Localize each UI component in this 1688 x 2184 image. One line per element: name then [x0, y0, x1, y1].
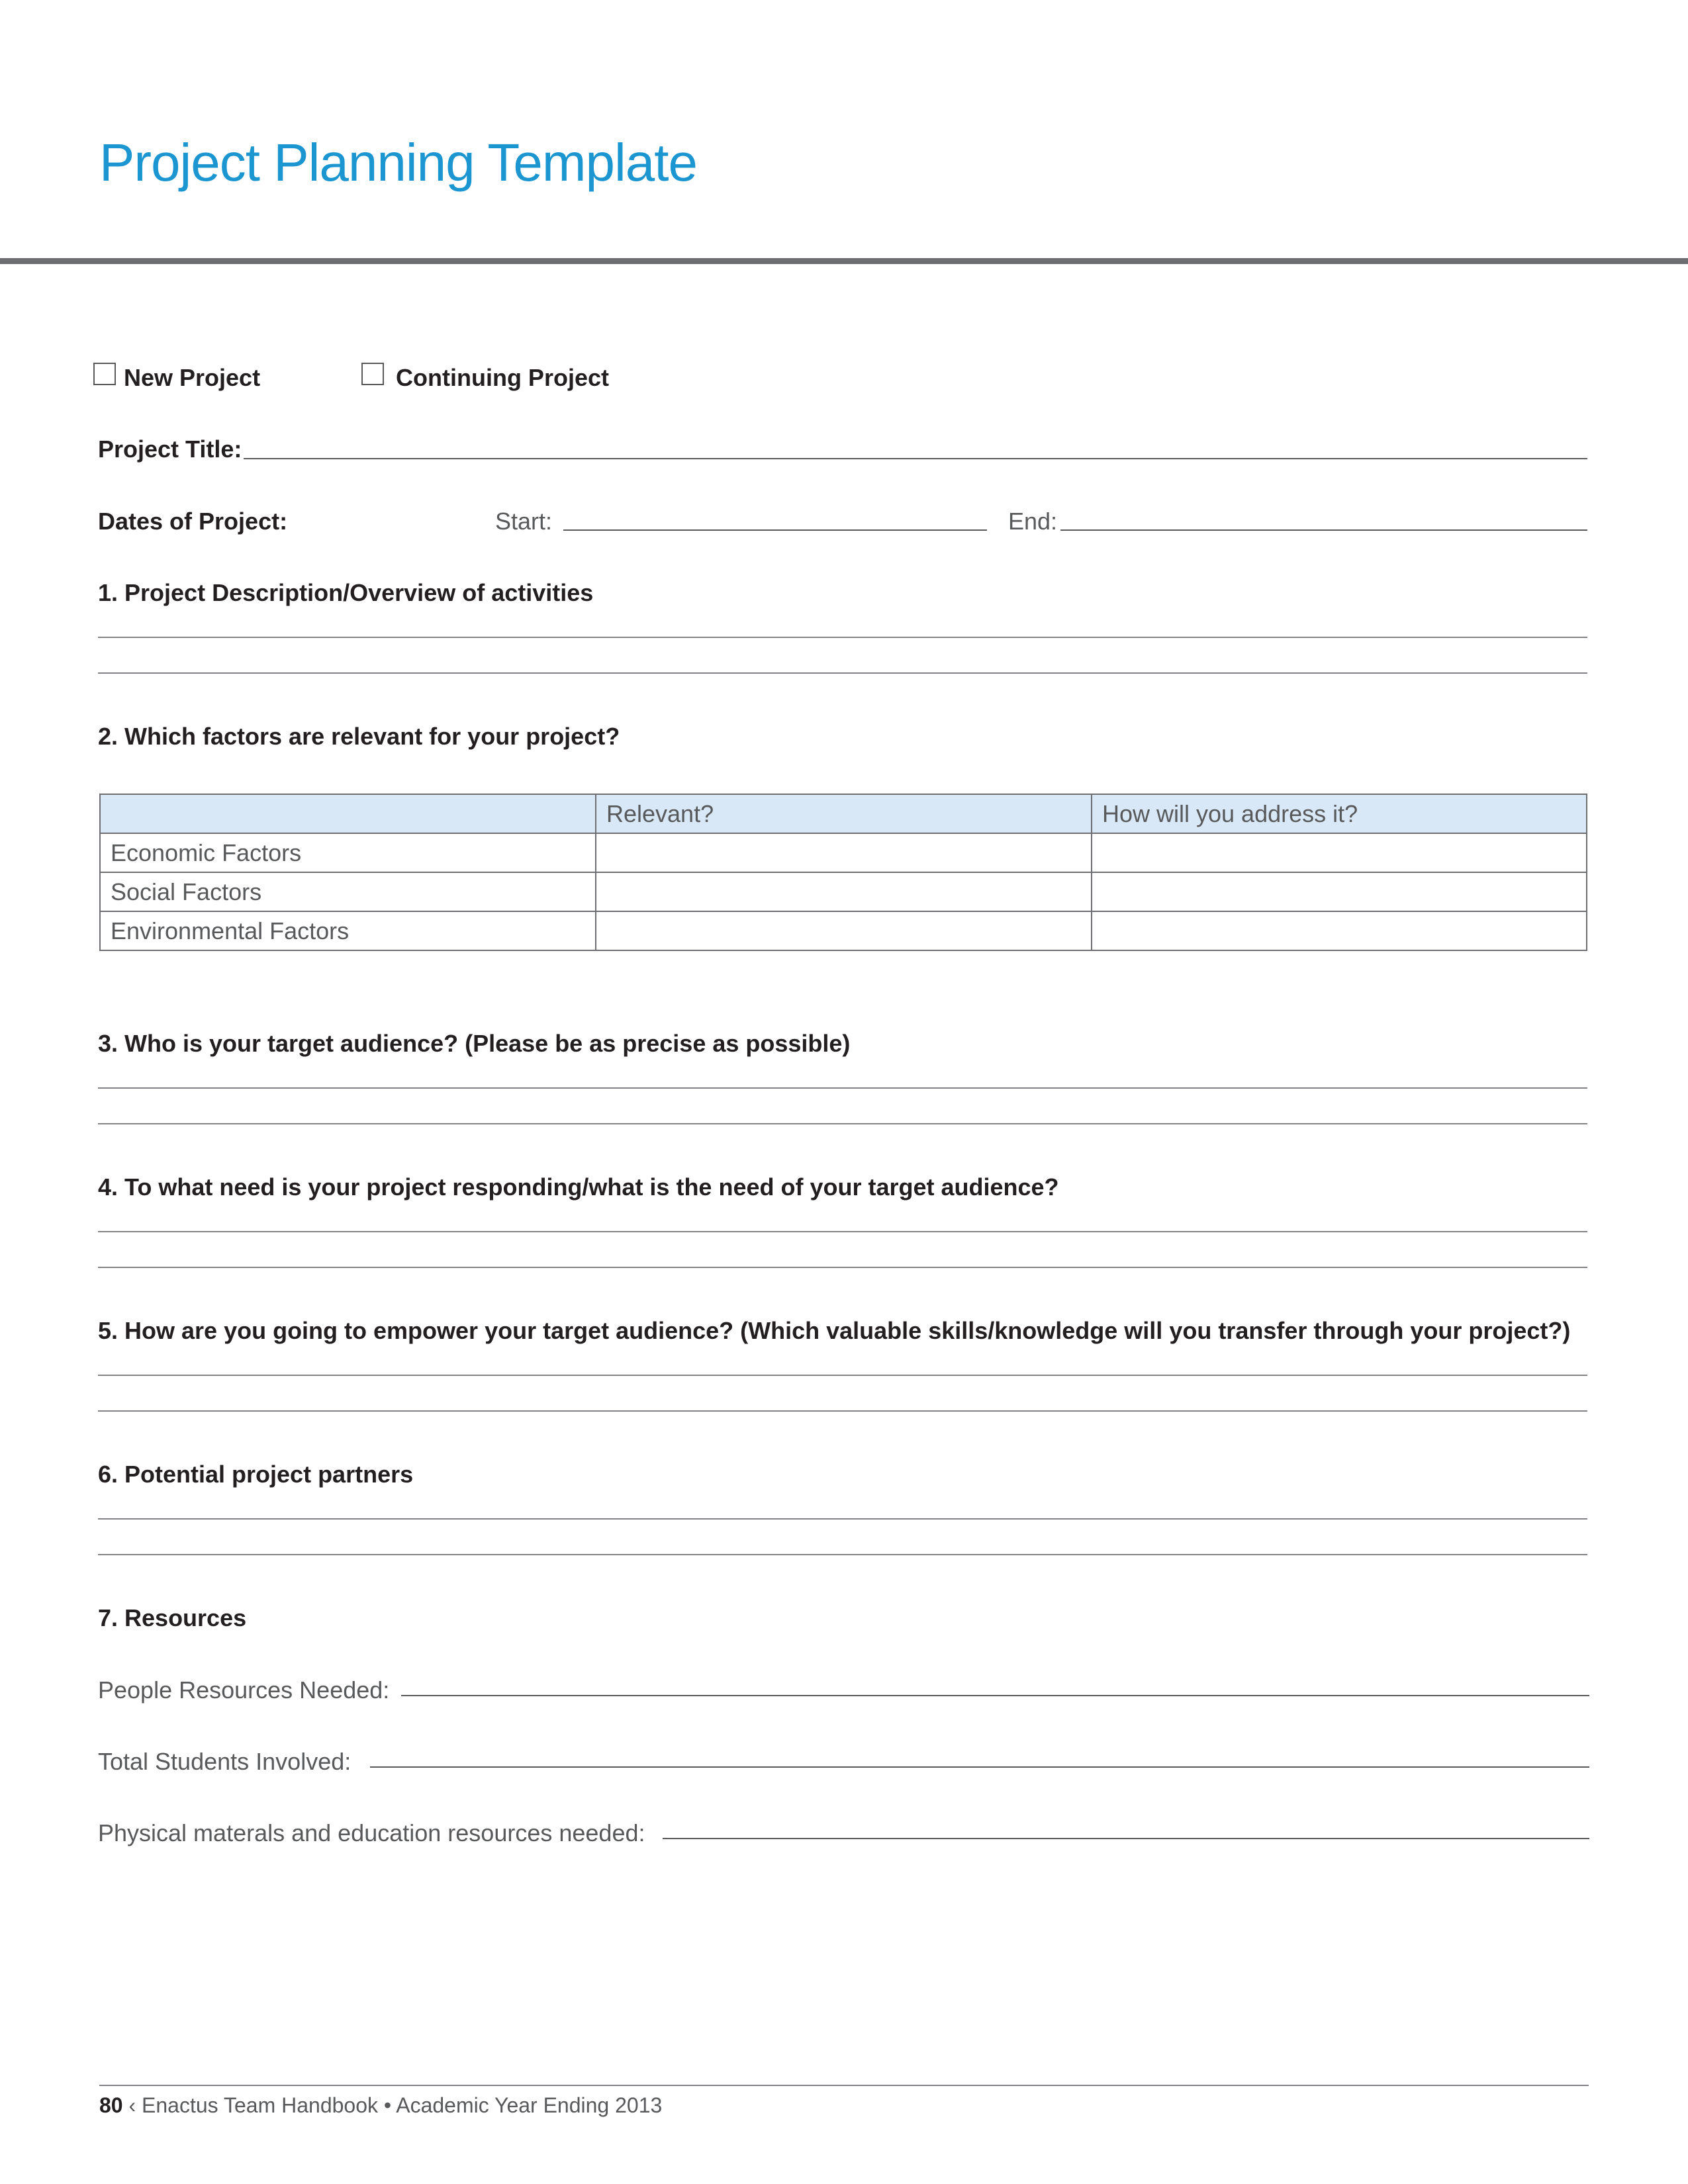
answer-line[interactable] [98, 1087, 1587, 1089]
factors-table [99, 794, 1587, 951]
dates-of-project-label: Dates of Project: [98, 508, 288, 535]
question-7: 7. Resources [98, 1604, 247, 1631]
footer-divider [99, 2085, 1589, 2086]
new-project-checkbox[interactable] [93, 363, 116, 385]
total-students-label: Total Students Involved: [98, 1748, 352, 1775]
continuing-project-checkbox[interactable] [361, 363, 384, 385]
table-row-label: Economic Factors [100, 833, 596, 872]
footer-separator-icon: ‹ [128, 2093, 136, 2117]
end-date-label: End: [1008, 508, 1058, 535]
answer-line[interactable] [98, 1123, 1587, 1124]
answer-line[interactable] [98, 1267, 1587, 1268]
answer-line[interactable] [98, 1231, 1587, 1232]
question-3: 3. Who is your target audience? (Please be as precise as possible) [98, 1030, 851, 1057]
question-2: 2. Which factors are relevant for your project? [98, 723, 620, 750]
page-number: 80 [99, 2093, 123, 2117]
table-cell[interactable] [596, 911, 1092, 950]
people-resources-label: People Resources Needed: [98, 1676, 390, 1704]
table-cell[interactable] [1092, 872, 1587, 911]
table-header-row [100, 794, 1587, 833]
new-project-label: New Project [124, 364, 261, 391]
table-cell[interactable] [596, 833, 1092, 872]
table-cell[interactable] [1092, 833, 1587, 872]
table-row [100, 872, 1587, 911]
continuing-project-label: Continuing Project [396, 364, 609, 391]
question-1: 1. Project Description/Overview of activities [98, 579, 594, 606]
question-6: 6. Potential project partners [98, 1461, 414, 1488]
header-divider [0, 258, 1688, 264]
page-footer [99, 2093, 662, 2118]
table-row-label: Social Factors [100, 872, 596, 911]
table-row [100, 911, 1587, 950]
start-date-label: Start: [495, 508, 553, 535]
people-resources-input-line[interactable] [401, 1695, 1589, 1696]
total-students-input-line[interactable] [370, 1766, 1589, 1768]
start-date-input-line[interactable] [563, 529, 987, 531]
table-header-cell [100, 794, 596, 833]
question-5: 5. How are you going to empower your target audience? (Which valuable skills/knowledge will you transfer through your project?) [98, 1317, 1571, 1344]
table-header-cell: How will you address it? [1092, 794, 1587, 833]
materials-resources-input-line[interactable] [663, 1838, 1589, 1839]
question-4: 4. To what need is your project responding/what is the need of your target audience? [98, 1173, 1059, 1201]
project-title-input-line[interactable] [244, 458, 1587, 459]
answer-line[interactable] [98, 672, 1587, 674]
answer-line[interactable] [98, 1518, 1587, 1520]
table-cell[interactable] [1092, 911, 1587, 950]
materials-resources-label: Physical materals and education resources needed: [98, 1819, 645, 1846]
project-title-label: Project Title: [98, 435, 242, 463]
table-row-label: Environmental Factors [100, 911, 596, 950]
footer-text: Enactus Team Handbook • Academic Year Ending 2013 [142, 2093, 663, 2117]
page-title: Project Planning Template [99, 133, 697, 192]
answer-line[interactable] [98, 1375, 1587, 1376]
table-row [100, 833, 1587, 872]
end-date-input-line[interactable] [1060, 529, 1587, 531]
answer-line[interactable] [98, 1410, 1587, 1412]
table-header-cell: Relevant? [596, 794, 1092, 833]
table-cell[interactable] [596, 872, 1092, 911]
answer-line[interactable] [98, 1554, 1587, 1555]
answer-line[interactable] [98, 637, 1587, 638]
